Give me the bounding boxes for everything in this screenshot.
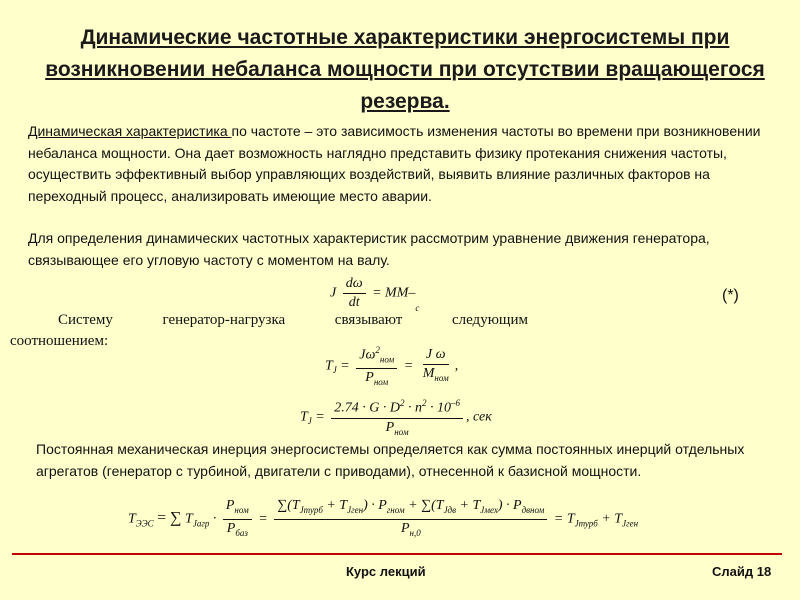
system-inertia-formula: $T_{ЭЭС}$ = ∑ $T_{Jагр}$ · $\frac{P_{ном}}{P_{баз}}$ = $\frac{\sum(T_{Jтурб} + T_{Jген}) \cdot P_{гном} + \sum(T_{Jдв} + T_{Jмех}) \cdot P_{двном}}{P_{н,0}}$ = $T_{Jтурб} + T_{Jген}$ xyxy=(128,498,639,538)
derivative-fraction: $\frac{d\omega}{dt}$ xyxy=(343,276,366,311)
slide-title xyxy=(40,22,770,118)
definition-term: Динамическая характеристика xyxy=(28,123,232,139)
footer-divider xyxy=(12,553,782,555)
system-sentence-line2: соотношением: xyxy=(10,333,109,349)
footer-slide-number: Слайд 18 xyxy=(712,564,772,579)
equation-label: (*) xyxy=(722,287,739,304)
motion-equation: J $\frac{d\omega}{dt}$ = $MM-_c$ xyxy=(330,276,420,313)
inertia-constant-formula: $T_J$ = $\frac{2.74 \cdot G \cdot D^2 \cdot n^2 \cdot 10^{-6}}{P_{ном}}$ , сек xyxy=(300,395,492,439)
definition-text: по частоте – это зависимость изменения частоты во времени при возникновении небаланса мощности. Она дает возможность наглядно представить физику протекания снижения частоты, осуществить эффективный выбор управляющих воздействий, выявить влияние различных факторов на переходный процесс, анализировать имеющие место аварии. xyxy=(28,123,761,204)
slide-title-text: Динамические частотные характеристики энергосистемы при возникновении небаланса мощности при отсутствии вращающегося резерва. xyxy=(45,26,765,113)
system-sentence-line1: Систему генератор-нагрузка связывают следующим xyxy=(58,312,528,328)
definition-paragraph xyxy=(28,121,768,207)
inertia-equation: $T_J$ = $\frac{J\omega^2_{ном}}{P_{ном}}$ = $\frac{\text{J ω}}{M_{ном}}$ , xyxy=(325,342,458,390)
system-inertia-paragraph: Постоянная механическая инерция энергосистемы определяется как сумма постоянных инерций отдельных агрегатов (генератор с турбиной, двигатели с приводами), отнесенной к базисной мощности. xyxy=(36,441,745,479)
footer-course-label: Курс лекций xyxy=(346,564,426,579)
motion-equation-intro: Для определения динамических частотных характеристик рассмотрим уравнение движения генератора, связывающее его угловую частоту с моментом на валу. xyxy=(28,230,710,268)
